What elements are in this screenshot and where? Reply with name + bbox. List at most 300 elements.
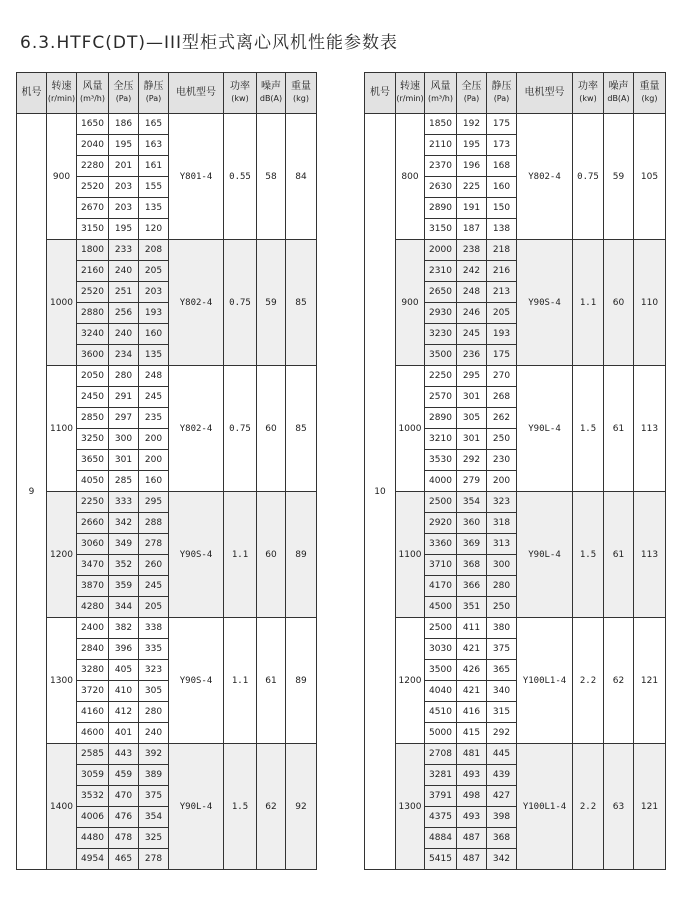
static-pressure-cell: 245 [139,576,169,597]
total-pressure-cell: 412 [109,702,139,723]
flow-cell: 2630 [425,177,457,198]
total-pressure-cell: 416 [457,702,487,723]
static-pressure-cell: 155 [139,177,169,198]
total-pressure-cell: 476 [109,807,139,828]
static-pressure-cell: 392 [139,744,169,765]
flow-cell: 2708 [425,744,457,765]
flow-cell: 2250 [77,492,109,513]
static-pressure-cell: 398 [487,807,517,828]
power-cell: 0.75 [573,114,604,240]
static-pressure-cell: 270 [487,366,517,387]
static-pressure-cell: 335 [139,639,169,660]
static-pressure-cell: 120 [139,219,169,240]
header-speed-label: 转速 [400,81,420,92]
static-pressure-cell: 205 [139,261,169,282]
speed-cell: 900 [47,114,77,240]
flow-cell: 3250 [77,429,109,450]
speed-cell: 1000 [396,366,425,492]
motor-model-cell: Y90S-4 [169,618,224,744]
static-pressure-cell: 200 [139,450,169,471]
table-body [17,114,317,870]
table-header [365,73,666,114]
weight-cell: 121 [634,618,666,744]
header-total-pressure [109,73,139,114]
static-pressure-cell: 375 [487,639,517,660]
speed-cell: 1400 [47,744,77,870]
power-cell: 1.5 [573,492,604,618]
flow-cell: 3650 [77,450,109,471]
static-pressure-cell: 163 [139,135,169,156]
total-pressure-cell: 443 [109,744,139,765]
header-weight-label: 重量 [291,81,311,92]
header-power-unit: (kw) [231,94,249,103]
static-pressure-cell: 338 [139,618,169,639]
flow-cell: 3150 [77,219,109,240]
static-pressure-cell: 235 [139,408,169,429]
static-pressure-cell: 175 [487,345,517,366]
header-speed-label: 转速 [51,81,72,92]
static-pressure-cell: 280 [487,576,517,597]
static-pressure-cell: 161 [139,156,169,177]
flow-cell: 2000 [425,240,457,261]
performance-table-left [16,72,317,870]
flow-cell: 4510 [425,702,457,723]
total-pressure-cell: 203 [109,177,139,198]
total-pressure-cell: 369 [457,534,487,555]
header-speed-unit: (r/min) [47,94,76,103]
flow-cell: 2585 [77,744,109,765]
flow-cell: 3240 [77,324,109,345]
total-pressure-cell: 292 [457,450,487,471]
static-pressure-cell: 250 [487,429,517,450]
flow-cell: 2110 [425,135,457,156]
total-pressure-cell: 493 [457,765,487,786]
flow-cell: 3360 [425,534,457,555]
flow-cell: 2040 [77,135,109,156]
static-pressure-cell: 380 [487,618,517,639]
static-pressure-cell: 218 [487,240,517,261]
static-pressure-cell: 300 [487,555,517,576]
total-pressure-cell: 426 [457,660,487,681]
flow-cell: 3280 [77,660,109,681]
static-pressure-cell: 208 [139,240,169,261]
flow-cell: 2650 [425,282,457,303]
flow-cell: 2920 [425,513,457,534]
total-pressure-cell: 279 [457,471,487,492]
table-header [17,73,317,114]
flow-cell: 3720 [77,681,109,702]
header-noise-label: 噪声 [261,81,281,92]
fan-number-cell: 10 [365,114,396,870]
total-pressure-cell: 238 [457,240,487,261]
table-body [365,114,666,870]
flow-cell: 3210 [425,429,457,450]
speed-cell: 1300 [396,744,425,870]
flow-cell: 3230 [425,324,457,345]
static-pressure-cell: 354 [139,807,169,828]
weight-cell: 105 [634,114,666,240]
total-pressure-cell: 493 [457,807,487,828]
table-row [365,618,666,639]
total-pressure-cell: 360 [457,513,487,534]
total-pressure-cell: 242 [457,261,487,282]
flow-cell: 2880 [77,303,109,324]
motor-model-cell: Y90L-4 [517,492,573,618]
static-pressure-cell: 292 [487,723,517,744]
flow-cell: 3710 [425,555,457,576]
static-pressure-cell: 245 [139,387,169,408]
noise-cell: 63 [604,744,634,870]
table-row [365,114,666,135]
header-total-pressure [457,73,487,114]
motor-model-cell: Y801-4 [169,114,224,240]
static-pressure-cell: 325 [139,828,169,849]
header-jihao [17,73,47,114]
static-pressure-cell: 135 [139,198,169,219]
total-pressure-cell: 191 [457,198,487,219]
flow-cell: 2160 [77,261,109,282]
motor-model-cell: Y100L1-4 [517,618,573,744]
flow-cell: 3060 [77,534,109,555]
header-flow [425,73,457,114]
flow-cell: 3870 [77,576,109,597]
header-weight [286,73,317,114]
total-pressure-cell: 192 [457,114,487,135]
header-weight-label: 重量 [639,81,660,92]
header-power-label: 功率 [230,81,250,92]
header-static-pressure-label: 静压 [143,81,164,92]
static-pressure-cell: 193 [139,303,169,324]
header-power [224,73,257,114]
noise-cell: 61 [604,492,634,618]
total-pressure-cell: 396 [109,639,139,660]
static-pressure-cell: 216 [487,261,517,282]
header-motor [169,73,224,114]
power-cell: 1.1 [573,240,604,366]
header-noise-unit: dB(A) [259,94,283,103]
header-total-pressure-unit: (Pa) [463,94,480,103]
motor-model-cell: Y90L-4 [169,744,224,870]
static-pressure-cell: 305 [139,681,169,702]
power-cell: 1.1 [224,618,257,744]
header-row [17,73,317,114]
static-pressure-cell: 240 [139,723,169,744]
flow-cell: 4006 [77,807,109,828]
flow-cell: 2450 [77,387,109,408]
total-pressure-cell: 405 [109,660,139,681]
table-row [17,114,317,135]
power-cell: 1.1 [224,492,257,618]
static-pressure-cell: 213 [487,282,517,303]
flow-cell: 4170 [425,576,457,597]
static-pressure-cell: 268 [487,387,517,408]
weight-cell: 113 [634,492,666,618]
weight-cell: 85 [286,366,317,492]
power-cell: 2.2 [573,618,604,744]
total-pressure-cell: 478 [109,828,139,849]
flow-cell: 4050 [77,471,109,492]
flow-cell: 4280 [77,597,109,618]
weight-cell: 89 [286,492,317,618]
table-row [365,240,666,261]
total-pressure-cell: 248 [457,282,487,303]
total-pressure-cell: 203 [109,198,139,219]
total-pressure-cell: 470 [109,786,139,807]
static-pressure-cell: 278 [139,534,169,555]
flow-cell: 2310 [425,261,457,282]
static-pressure-cell: 318 [487,513,517,534]
static-pressure-cell: 250 [487,597,517,618]
motor-model-cell: Y802-4 [517,114,573,240]
table-row [17,492,317,513]
static-pressure-cell: 323 [487,492,517,513]
header-static-pressure-unit: (Pa) [493,94,510,103]
header-total-pressure-label: 全压 [113,81,134,92]
static-pressure-cell: 138 [487,219,517,240]
static-pressure-cell: 160 [487,177,517,198]
flow-cell: 3281 [425,765,457,786]
static-pressure-cell: 160 [139,471,169,492]
motor-model-cell: Y100L1-4 [517,744,573,870]
power-cell: 1.5 [224,744,257,870]
header-static-pressure [139,73,169,114]
static-pressure-cell: 135 [139,345,169,366]
flow-cell: 2520 [77,177,109,198]
total-pressure-cell: 301 [109,450,139,471]
total-pressure-cell: 410 [109,681,139,702]
noise-cell: 62 [604,618,634,744]
header-static-pressure [487,73,517,114]
static-pressure-cell: 205 [487,303,517,324]
flow-cell: 4040 [425,681,457,702]
total-pressure-cell: 240 [109,324,139,345]
static-pressure-cell: 427 [487,786,517,807]
flow-cell: 2400 [77,618,109,639]
flow-cell: 4160 [77,702,109,723]
header-flow-unit: (m³/h) [427,94,453,103]
noise-cell: 59 [604,114,634,240]
total-pressure-cell: 297 [109,408,139,429]
speed-cell: 1200 [47,492,77,618]
weight-cell: 92 [286,744,317,870]
total-pressure-cell: 368 [457,555,487,576]
flow-cell: 2840 [77,639,109,660]
header-motor-label: 电机型号 [176,87,216,98]
static-pressure-cell: 365 [487,660,517,681]
static-pressure-cell: 193 [487,324,517,345]
total-pressure-cell: 201 [109,156,139,177]
flow-cell: 4375 [425,807,457,828]
header-power-unit: (kw) [579,94,597,103]
total-pressure-cell: 236 [457,345,487,366]
static-pressure-cell: 168 [487,156,517,177]
total-pressure-cell: 487 [457,828,487,849]
static-pressure-cell: 173 [487,135,517,156]
total-pressure-cell: 352 [109,555,139,576]
header-flow [77,73,109,114]
weight-cell: 84 [286,114,317,240]
flow-cell: 4500 [425,597,457,618]
static-pressure-cell: 342 [487,849,517,870]
static-pressure-cell: 439 [487,765,517,786]
static-pressure-cell: 175 [487,114,517,135]
static-pressure-cell: 230 [487,450,517,471]
static-pressure-cell: 315 [487,702,517,723]
header-motor-label: 电机型号 [524,87,565,98]
header-weight-unit: (kg) [641,94,658,103]
header-weight-unit: (kg) [293,94,309,103]
table-row [365,366,666,387]
total-pressure-cell: 481 [457,744,487,765]
header-speed [396,73,425,114]
total-pressure-cell: 245 [457,324,487,345]
total-pressure-cell: 342 [109,513,139,534]
header-total-pressure-label: 全压 [461,81,482,92]
weight-cell: 89 [286,618,317,744]
noise-cell: 61 [257,618,286,744]
flow-cell: 3470 [77,555,109,576]
total-pressure-cell: 301 [457,429,487,450]
header-flow-label: 风量 [82,81,103,92]
total-pressure-cell: 300 [109,429,139,450]
motor-model-cell: Y90L-4 [517,366,573,492]
power-cell: 0.75 [224,366,257,492]
total-pressure-cell: 256 [109,303,139,324]
flow-cell: 2500 [425,492,457,513]
total-pressure-cell: 195 [457,135,487,156]
power-cell: 0.55 [224,114,257,240]
flow-cell: 3059 [77,765,109,786]
flow-cell: 2930 [425,303,457,324]
total-pressure-cell: 498 [457,786,487,807]
speed-cell: 1000 [47,240,77,366]
static-pressure-cell: 313 [487,534,517,555]
total-pressure-cell: 186 [109,114,139,135]
total-pressure-cell: 421 [457,681,487,702]
header-noise-unit: dB(A) [607,94,630,103]
static-pressure-cell: 262 [487,408,517,429]
static-pressure-cell: 280 [139,702,169,723]
header-jihao-label: 机号 [370,87,390,98]
speed-cell: 1200 [396,618,425,744]
total-pressure-cell: 354 [457,492,487,513]
noise-cell: 60 [257,366,286,492]
table-row [17,618,317,639]
noise-cell: 58 [257,114,286,240]
header-speed [47,73,77,114]
header-noise-label: 噪声 [608,81,629,92]
page-title: 6.3.HTFC(DT)—III型柜式离心风机性能参数表 [20,33,399,53]
total-pressure-cell: 344 [109,597,139,618]
total-pressure-cell: 295 [457,366,487,387]
noise-cell: 59 [257,240,286,366]
flow-cell: 4954 [77,849,109,870]
static-pressure-cell: 200 [487,471,517,492]
fan-number-cell: 9 [17,114,47,870]
total-pressure-cell: 415 [457,723,487,744]
header-flow-unit: (m³/h) [79,94,105,103]
static-pressure-cell: 150 [487,198,517,219]
static-pressure-cell: 288 [139,513,169,534]
total-pressure-cell: 196 [457,156,487,177]
weight-cell: 110 [634,240,666,366]
static-pressure-cell: 375 [139,786,169,807]
total-pressure-cell: 401 [109,723,139,744]
total-pressure-cell: 233 [109,240,139,261]
speed-cell: 1300 [47,618,77,744]
noise-cell: 61 [604,366,634,492]
static-pressure-cell: 295 [139,492,169,513]
flow-cell: 3532 [77,786,109,807]
total-pressure-cell: 366 [457,576,487,597]
flow-cell: 2850 [77,408,109,429]
static-pressure-cell: 260 [139,555,169,576]
static-pressure-cell: 389 [139,765,169,786]
total-pressure-cell: 246 [457,303,487,324]
power-cell: 2.2 [573,744,604,870]
total-pressure-cell: 421 [457,639,487,660]
total-pressure-cell: 251 [109,282,139,303]
flow-cell: 2050 [77,366,109,387]
flow-cell: 2890 [425,408,457,429]
total-pressure-cell: 351 [457,597,487,618]
flow-cell: 4600 [77,723,109,744]
weight-cell: 85 [286,240,317,366]
flow-cell: 2280 [77,156,109,177]
static-pressure-cell: 248 [139,366,169,387]
total-pressure-cell: 195 [109,135,139,156]
total-pressure-cell: 333 [109,492,139,513]
motor-model-cell: Y90S-4 [517,240,573,366]
header-power [573,73,604,114]
flow-cell: 2250 [425,366,457,387]
flow-cell: 2570 [425,387,457,408]
noise-cell: 62 [257,744,286,870]
speed-cell: 1100 [47,366,77,492]
flow-cell: 3500 [425,345,457,366]
header-power-label: 功率 [578,81,598,92]
header-total-pressure-unit: (Pa) [115,94,132,103]
total-pressure-cell: 280 [109,366,139,387]
total-pressure-cell: 305 [457,408,487,429]
static-pressure-cell: 278 [139,849,169,870]
static-pressure-cell: 323 [139,660,169,681]
flow-cell: 4000 [425,471,457,492]
total-pressure-cell: 487 [457,849,487,870]
static-pressure-cell: 445 [487,744,517,765]
header-static-pressure-label: 静压 [491,81,512,92]
flow-cell: 4480 [77,828,109,849]
table-row [365,492,666,513]
header-jihao [365,73,396,114]
table-row [365,744,666,765]
total-pressure-cell: 187 [457,219,487,240]
flow-cell: 3030 [425,639,457,660]
total-pressure-cell: 349 [109,534,139,555]
table-row [17,744,317,765]
flow-cell: 2500 [425,618,457,639]
header-weight [634,73,666,114]
table-row [17,240,317,261]
flow-cell: 3791 [425,786,457,807]
total-pressure-cell: 359 [109,576,139,597]
static-pressure-cell: 205 [139,597,169,618]
noise-cell: 60 [257,492,286,618]
static-pressure-cell: 200 [139,429,169,450]
header-noise [604,73,634,114]
total-pressure-cell: 285 [109,471,139,492]
weight-cell: 121 [634,744,666,870]
